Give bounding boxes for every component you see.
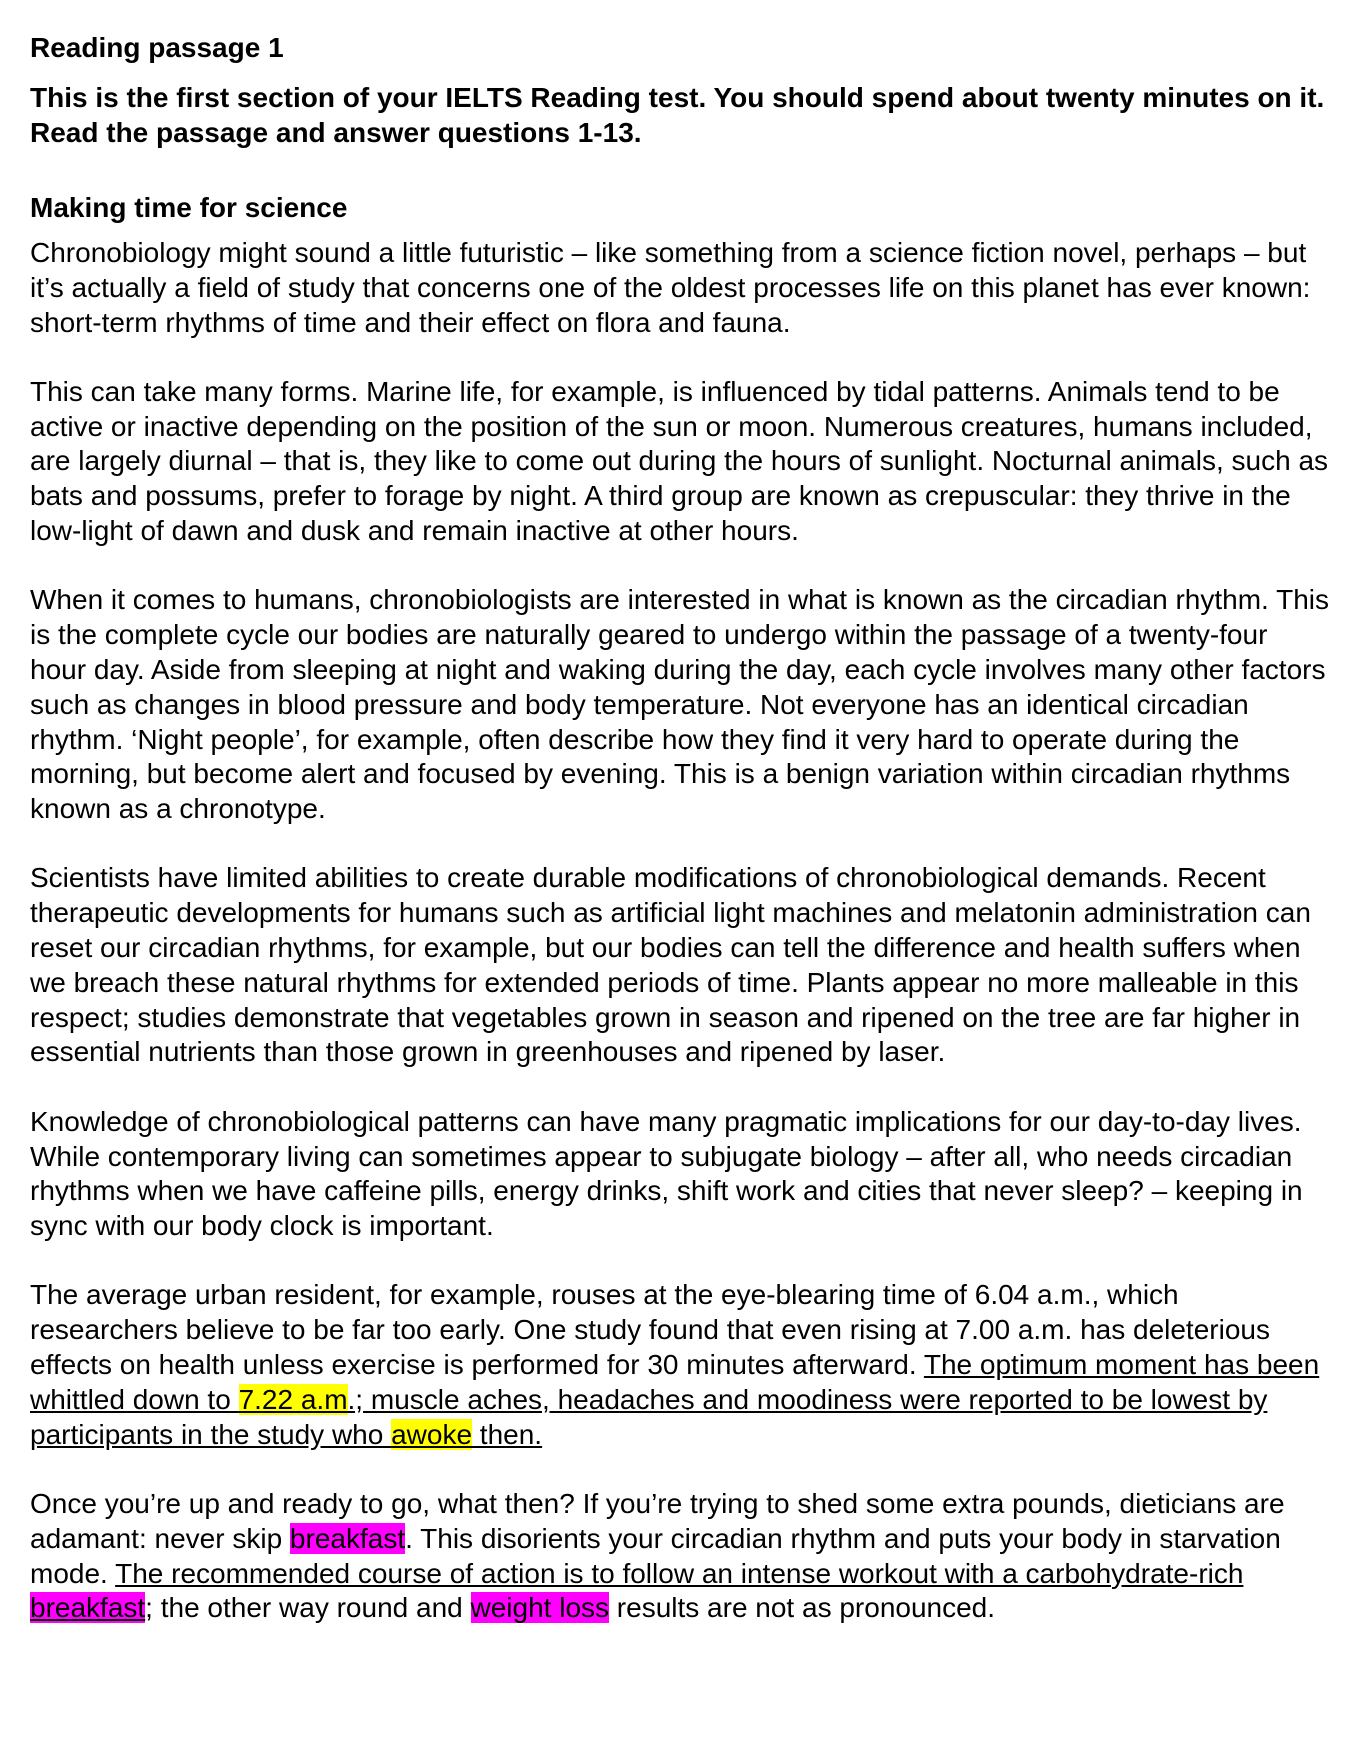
underlined-text-part: The optimum moment has been whittled down to xyxy=(30,1349,1320,1415)
paragraph-7-text: results are not as pronounced. xyxy=(609,1592,996,1624)
paragraph-6 xyxy=(30,1278,1330,1452)
paragraph-1: Chronobiology might sound a little futuristic – like something from a science fiction novel, perhaps – but it’s actually a field of study that concerns one of the oldest processes life on this planet has ever known: short-term rhythms of time and their effect on flora and fauna. xyxy=(30,237,1311,338)
highlight-breakfast: breakfast xyxy=(289,1522,406,1554)
underlined-text-part: The recommended course of action is to follow an intense workout with a carbohydrate-rich xyxy=(115,1557,1244,1589)
paragraph-5: Knowledge of chronobiological patterns can have many pragmatic implications for our day-to-day lives. While contemporary living can sometimes appear to subjugate biology – after all, who needs circadian rhythms when we have caffeine pills, energy drinks, shift work and cities that never sleep? – keeping in sync with our body clock is important. xyxy=(30,1105,1303,1242)
paragraph-2: This can take many forms. Marine life, for example, is influenced by tidal patterns. Animals tend to be active or inactive depending on the position of the sun or moon. Numerous creatures, humans included, are largely diurnal – that is, they like to come out during the hours of sunlight. Nocturnal animals, such as bats and possums, prefer to forage by night. A third group are known as crepuscular: they thrive in the low-light of dawn and dusk and remain inactive at other hours. xyxy=(30,375,1329,547)
highlight-weight-loss: weight loss xyxy=(470,1592,610,1624)
paragraph-4: Scientists have limited abilities to create durable modifications of chronobiological demands. Recent therapeutic developments for humans such as artificial light machines and melatonin administration can reset our circadian rhythms, for example, but our bodies can tell the difference and health suffers when we breach these natural rhythms for extended periods of time. Plants appear no more malleable in this respect; studies demonstrate that vegetables grown in season and ripened on the tree are far higher in essential nutrients than those grown in greenhouses and ripened by laser. xyxy=(30,862,1311,1068)
paragraph-7-text: Once you’re up and ready to go, what then? If you’re trying to shed some extra pounds, dieticians are adamant: never skip xyxy=(30,1487,1285,1554)
paragraph-7-text: . This disorients your circadian rhythm and puts your body in starvation mode. xyxy=(30,1522,1281,1589)
highlight-breakfast: breakfast xyxy=(30,1592,146,1624)
paragraph-7 xyxy=(30,1487,1330,1626)
highlight-awoke: awoke xyxy=(391,1418,473,1450)
page-title: Reading passage 1 xyxy=(30,32,284,63)
highlight-time: 7.22 a.m xyxy=(238,1383,348,1415)
paragraph-7-text: ; the other way round and xyxy=(145,1592,471,1624)
passage-title: Making time for science xyxy=(30,192,348,223)
section-instructions: This is the first section of your IELTS Reading test. You should spend about twenty minutes on it. Read the passage and answer questions 1-13. xyxy=(30,82,1325,148)
paragraph-6-text: The average urban resident, for example, rouses at the eye-blearing time of 6.04 a.m., which researchers believe to be far too early. One study found that even rising at 7.00 a.m. has deleterious effects on health unless exercise is performed for 30 minutes afterward. xyxy=(30,1279,1270,1381)
document-page xyxy=(30,30,1330,1626)
underlined-text-part: then. xyxy=(472,1418,543,1450)
paragraph-3: When it comes to humans, chronobiologists are interested in what is known as the circadian rhythm. This is the complete cycle our bodies are naturally geared to undergo within the passage of a twenty-four hour day. Aside from sleeping at night and waking during the day, each cycle involves many other factors such as changes in blood pressure and body temperature. Not everyone has an identical circadian rhythm. ‘Night people’, for example, often describe how they find it very hard to operate during the morning, but become alert and focused by evening. This is a benign variation within circadian rhythms known as a chronotype. xyxy=(30,584,1329,825)
underlined-text-part: .; muscle aches, headaches and moodiness were reported to be lowest by participants in the study who xyxy=(30,1383,1268,1450)
